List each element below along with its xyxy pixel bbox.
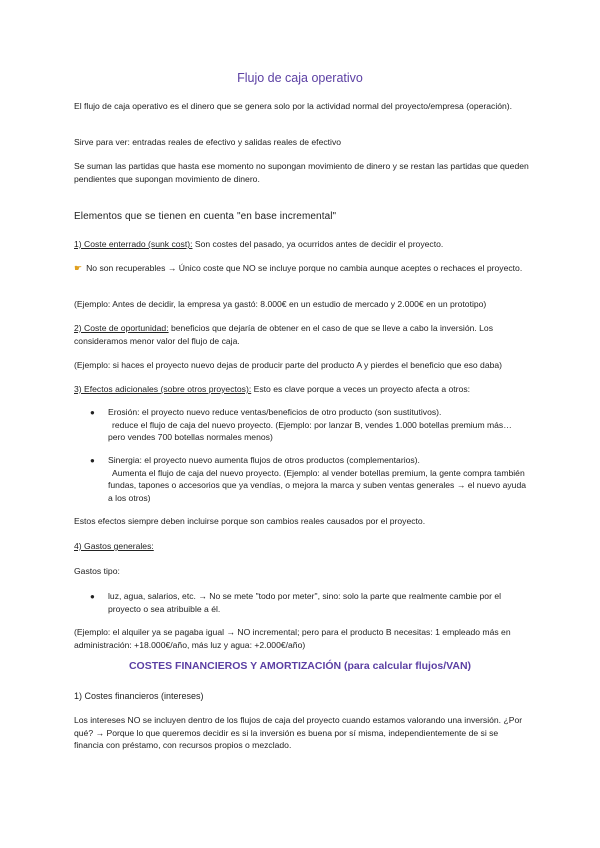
intro-paragraph-1: El flujo de caja operativo es el dinero que se genera solo por la actividad normal del proyecto/empresa (operación). xyxy=(74,101,513,111)
coste-enterrado-paragraph xyxy=(74,238,530,251)
coste-oportunidad-paragraph xyxy=(74,322,530,347)
pointing-hand-icon: ☛ xyxy=(74,263,83,273)
costes-financieros-heading: COSTES FINANCIEROS Y AMORTIZACIÓN (para calcular flujos/VAN) xyxy=(128,660,472,672)
coste-enterrado-example: (Ejemplo: Antes de decidir, la empresa ya gastó: 8.000€ en un estudio de mercado y 2.000€ en un prototipo) xyxy=(74,299,487,309)
efectos-closing: Estos efectos siempre deben incluirse porque son cambios reales causados por el proyecto. xyxy=(74,516,426,526)
gastos-item: luz, agua, salarios, etc. → No se mete "todo por meter", sino: solo la parte que realmente cambie por el proyecto o sea atribuible a él. xyxy=(108,591,502,614)
costes-financieros-text: Los intereses NO se incluyen dentro de los flujos de caja del proyecto cuando estamos valorando una inversión. ¿Por qué? → Porque lo que queremos decidir es si la inversión es buena por sí misma, independientemente de si se financia con préstamo, con recursos propios o mezclado. xyxy=(74,715,523,751)
bullet-icon: ● xyxy=(90,456,95,465)
gastos-tipo: Gastos tipo: xyxy=(74,566,120,576)
efectos-heading: 3) Efectos adicionales (sobre otros proyectos): xyxy=(74,384,252,394)
efectos-text: Esto es clave porque a veces un proyecto afecta a otros: xyxy=(253,384,471,394)
coste-enterrado-note-text: No son recuperables → Único coste que NO se incluye porque no cambia aunque aceptes o rechaces el proyecto. xyxy=(86,263,523,273)
coste-oportunidad-example: (Ejemplo: si haces el proyecto nuevo dejas de producir parte del producto A y pierdes el beneficio que eso daba) xyxy=(74,360,503,370)
efecto-sinergia-line2: Aumenta el flujo de caja del nuevo proyecto. (Ejemplo: al vender botellas premium, la gente compra también fundas, tapones o accesorios que ya vendías, o mejora la marca y suben ventas generales → el nuevo ayuda a los otros) xyxy=(108,467,527,503)
efecto-sinergia-line1: Sinergia: el proyecto nuevo aumenta flujos de otros productos (complementarios). xyxy=(108,455,420,465)
elementos-heading: Elementos que se tienen en cuenta "en base incremental" xyxy=(74,211,337,222)
efecto-erosion xyxy=(108,406,528,444)
intro-paragraph-2: Sirve para ver: entradas reales de efectivo y salidas reales de efectivo xyxy=(74,137,342,147)
coste-enterrado-heading: 1) Coste enterrado (sunk cost): xyxy=(74,239,193,249)
costes-financieros-subheading: 1) Costes financieros (intereses) xyxy=(74,691,204,701)
coste-oportunidad-heading: 2) Coste de oportunidad: xyxy=(74,323,169,333)
gastos-example: (Ejemplo: el alquiler ya se pagaba igual → NO incremental; pero para el producto B necesitas: 1 empleado más en administración: +18.000€/año, más luz y agua: +2.000€/año) xyxy=(74,627,511,650)
efecto-erosion-line1: Erosión: el proyecto nuevo reduce ventas/beneficios de otro producto (son sustitutivos). xyxy=(108,407,442,417)
efecto-erosion-line2: reduce el flujo de caja del nuevo proyecto. (Ejemplo: por lanzar B, vendes 1.000 botellas premium más… pero vendes 700 botellas normales menos) xyxy=(108,419,512,443)
coste-oportunidad-text: beneficios que dejaría de obtener en el caso de que se lleve a cabo la inversión. Los consideramos menor valor del flujo de caja. xyxy=(74,323,494,346)
intro-paragraph-3: Se suman las partidas que hasta ese momento no supongan movimiento de dinero y se restan las partidas que queden pendientes que supongan movimiento de dinero. xyxy=(74,161,529,184)
efectos-paragraph xyxy=(74,383,530,396)
bullet-icon: ● xyxy=(90,592,95,601)
gastos-heading: 4) Gastos generales: xyxy=(74,541,154,551)
coste-enterrado-note xyxy=(74,262,530,275)
page-title: Flujo de caja operativo xyxy=(237,71,363,85)
efecto-sinergia xyxy=(108,454,528,504)
bullet-icon: ● xyxy=(90,408,95,417)
coste-enterrado-text: Son costes del pasado, ya ocurridos antes de decidir el proyecto. xyxy=(194,239,444,249)
